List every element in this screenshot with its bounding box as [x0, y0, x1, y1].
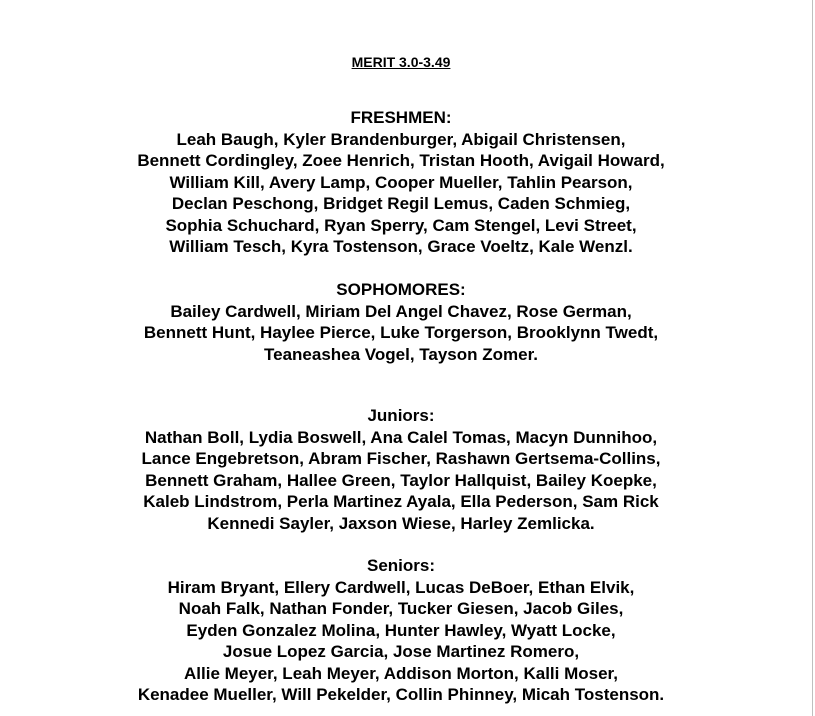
- page-edge-divider: [812, 0, 813, 716]
- name-line: Teaneashea Vogel, Tayson Zomer.: [264, 344, 538, 364]
- name-line: Nathan Boll, Lydia Boswell, Ana Calel Tomas, Macyn Dunnihoo,: [144, 427, 658, 447]
- name-line: Lance Engebretson, Abram Fischer, Rashawn Gertsema-Collins,: [141, 449, 661, 468]
- name-line: Eyden Gonzalez Molina, Hunter Hawley, Wyatt Locke,: [186, 620, 616, 640]
- name-line: William Tesch, Kyra Tostenson, Grace Voeltz, Kale Wenzl.: [169, 237, 633, 256]
- name-line: Kaleb Lindstrom, Perla Martinez Ayala, Ella Pederson, Sam Rick: [143, 492, 659, 511]
- name-line: Kenadee Mueller, Will Pekelder, Collin Phinney, Micah Tostenson.: [137, 685, 665, 704]
- section-seniors: [0, 555, 802, 706]
- section-heading: SOPHOMORES:: [336, 280, 466, 299]
- name-line: William Kill, Avery Lamp, Cooper Mueller, Tahlin Pearson,: [169, 172, 633, 192]
- name-line: Bennett Graham, Hallee Green, Taylor Hallquist, Bailey Koepke,: [145, 470, 657, 490]
- name-line: Bailey Cardwell, Miriam Del Angel Chavez, Rose German,: [170, 301, 632, 321]
- section-sophomores: [0, 279, 802, 365]
- name-line: Bennett Cordingley, Zoee Henrich, Tristan Hooth, Avigail Howard,: [137, 151, 665, 170]
- section-heading: Juniors:: [367, 406, 435, 425]
- name-line: Josue Lopez Garcia, Jose Martinez Romero,: [222, 642, 580, 661]
- name-line: Bennett Hunt, Haylee Pierce, Luke Torgerson, Brooklynn Twedt,: [143, 323, 659, 342]
- name-line: Kennedi Sayler, Jaxson Wiese, Harley Zemlicka.: [207, 513, 595, 533]
- name-line: Allie Meyer, Leah Meyer, Addison Morton, Kalli Moser,: [184, 663, 618, 683]
- name-line: Declan Peschong, Bridget Regil Lemus, Caden Schmieg,: [171, 194, 631, 213]
- section-heading: FRESHMEN:: [350, 108, 452, 127]
- name-line: Hiram Bryant, Ellery Cardwell, Lucas DeBoer, Ethan Elvik,: [167, 577, 635, 597]
- name-line: Sophia Schuchard, Ryan Sperry, Cam Stengel, Levi Street,: [165, 215, 637, 235]
- document-title: MERIT 3.0-3.49: [351, 54, 451, 70]
- name-line: Noah Falk, Nathan Fonder, Tucker Giesen, Jacob Giles,: [178, 599, 624, 618]
- section-juniors: [0, 405, 802, 534]
- section-heading: Seniors:: [366, 556, 436, 575]
- name-line: Leah Baugh, Kyler Brandenburger, Abigail Christensen,: [176, 129, 626, 149]
- section-freshmen: [0, 107, 802, 258]
